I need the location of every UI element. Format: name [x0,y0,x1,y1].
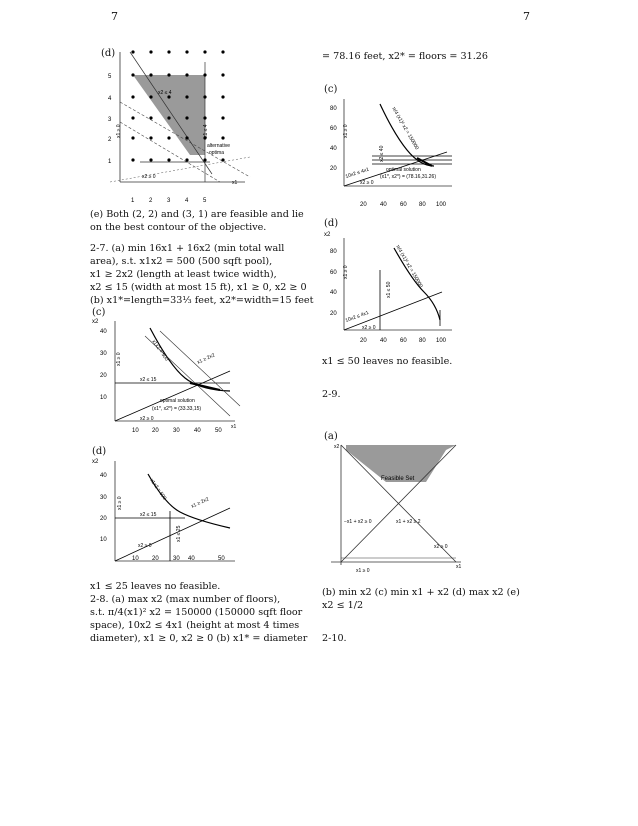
y-tick: 30 [100,495,107,501]
y-tick: 20 [330,311,337,317]
right-fig-d-tower-plot [322,230,462,348]
y-tick: 40 [100,329,107,335]
annotation: x2 ≥ 0 [434,544,448,550]
x-tick: 40 [194,428,201,434]
p29-heading: 2-9. [322,389,341,400]
y-tick: 3 [108,117,112,123]
annotation: x1 ≥ 2x2 [190,496,210,510]
bottom-line-5: diameter), x1 ≥ 0, x2 ≥ 0 (b) x1* = diameter [90,633,308,644]
x-tick: 20 [360,202,367,208]
left-page-number: 7 [111,10,118,23]
p27-line-3: x1 ≥ 2x2 (length at least twice width), [90,269,277,280]
y-tick: 30 [100,351,107,357]
fig-d1-label: (d) [101,48,116,59]
y-tick: 60 [330,270,337,276]
p210-heading: 2-10. [322,633,347,644]
annotation: x1 ≤ 25 [176,525,182,542]
answer-line-2: x2 ≤ 1/2 [322,600,364,611]
contour-line [160,331,240,406]
y-tick: 1 [108,159,112,165]
annotation: x2 ≥ 0 [140,416,154,422]
bottom-line-4: space), 10x2 ≤ 4x1 (height at most 4 times [90,620,300,631]
y-tick: 80 [330,249,337,255]
p27-line-5: (b) x1*=length=33⅓ feet, x2*=width=15 feet [90,295,314,306]
y-axis-label: x2 [324,232,331,238]
y-tick: 4 [108,96,112,102]
y-tick: 10 [100,395,107,401]
annotation: x2 ≥ 0 [138,543,152,549]
x-tick: 40 [380,202,387,208]
annotation: Feasible Set [381,476,415,482]
y-tick: 60 [330,126,337,132]
x-tick: 60 [400,202,407,208]
x-tick: 1 [131,198,135,204]
annotation: π/4 (x1)² x2 = 150000 [394,244,424,289]
annotation: x2 ≥ 0 [362,325,376,331]
annotation: x2 ≤ 40 [379,145,385,162]
annotation: x2 ≤ 15 [140,512,157,518]
y-tick: 40 [330,146,337,152]
bottom-line-1: x1 ≤ 25 leaves no feasible. [90,581,221,592]
p27-line-2: area), s.t. x1x2 = 500 (500 sqft pool), [90,256,273,267]
x-axis-label: x1 [231,424,237,430]
annotation: 10x2 ≤ 4x1 [344,166,370,180]
x1-ge-2x2-line [115,371,230,421]
x-tick: 60 [400,338,407,344]
y-tick: 40 [330,290,337,296]
x-tick: 40 [188,556,195,562]
annotation: x1 ≥ 0 [343,124,349,138]
annotation: x1 + x2 ≥ 2 [396,519,421,525]
annotation: x1x2 = 500 [148,477,168,502]
right-fig-a-plot [326,440,466,576]
annotation: −x1 + x2 ≥ 0 [344,519,372,525]
annotation: x1 ≤ 50 [386,281,392,298]
annotation: x1 ≥ 0 [116,352,122,366]
right-page-number: 7 [523,10,530,23]
right-fig-a-label: (a) [324,431,338,442]
annotation: x1 ≥ 0 [116,124,122,138]
answer-line-1: (b) min x2 (c) min x1 + x2 (d) max x2 (e) [322,587,520,598]
x-tick: 20 [152,556,159,562]
ratio-line [344,292,442,330]
x-tick: 50 [218,556,225,562]
annotation: x1 ≥ 0 [356,568,370,574]
fig-c-label: (c) [92,307,106,318]
fig-d2-label: (d) [92,446,107,457]
x-tick: 2 [149,198,153,204]
y-axis-label: x2 [334,444,340,450]
annotation: x2 ≤ 15 [140,377,157,383]
y-axis-label: x2 [92,459,99,465]
x1-le-50-text: x1 ≤ 50 leaves no feasible. [322,356,453,367]
annotation: x1 ≥ 0 [343,265,349,279]
feasible-region [133,75,205,155]
fig-c-pool-plot [90,316,250,438]
y-tick: 20 [100,516,107,522]
y-tick: 40 [100,473,107,479]
annotation: π/4 (x1)² x2 = 150000 [390,106,420,151]
x-tick: 40 [380,338,387,344]
annotation: optima [209,150,225,156]
y-tick: 20 [330,166,337,172]
e-line-2: on the best contour of the objective. [90,222,267,233]
x-tick: 100 [436,338,447,344]
annotation: 10x2 ≤ 4x1 [344,309,370,324]
x-tick: 80 [419,202,426,208]
x-axis-label: x1 [232,180,238,186]
annotation: (x1*, x2*) = (33.33,15) [152,406,202,412]
annotation: optimal solution [386,167,421,173]
annotation: x2 ≥ 0 [142,174,156,180]
bottom-line-3: s.t. π/4(x1)² x2 = 150000 (150000 sqft floor [90,607,303,618]
p27-line-1: 2-7. (a) min 16x1 + 16x2 (min total wall [90,243,285,254]
x-tick: 3 [167,198,171,204]
annotation: x1 ≤ 4 [203,124,209,138]
fig-d1-lattice-plot [100,42,305,210]
right-fig-c-label: (c) [324,84,338,95]
x1-ge-2x2-line [115,508,230,561]
x-tick: 10 [132,428,139,434]
x-tick: 20 [152,428,159,434]
x-tick: 20 [360,338,367,344]
fig-d2-pool-plot [90,456,250,578]
annotation: x1 ≥ 0 [117,496,123,510]
annotation: x2 ≥ 0 [360,180,374,186]
annotation: x2 ≤ 4 [158,90,172,96]
right-top-text: = 78.16 feet, x2* = floors = 31.26 [322,51,488,62]
annotation: optimal solution [160,398,195,404]
x-tick: 30 [173,556,180,562]
x-tick: 10 [132,556,139,562]
x-tick: 5 [203,198,207,204]
right-fig-c-tower-plot [322,94,462,210]
x-tick: 100 [436,202,447,208]
x-tick: 50 [215,428,222,434]
p27-line-4: x2 ≤ 15 (width at most 15 ft), x1 ≥ 0, x2 ≥ 0 [90,282,307,293]
contour-line [110,157,250,182]
y-tick: 80 [330,106,337,112]
x-axis-label: x1 [456,564,462,570]
y-axis-label: x2 [92,319,99,325]
annotation: (x1*, x2*) = (78.16,31.26) [380,174,437,180]
annotation: alternative [207,143,231,149]
x-tick: 4 [185,198,189,204]
y-tick: 20 [100,373,107,379]
annotation: x1 ≥ 2x2 [196,352,216,366]
x-tick: 30 [173,428,180,434]
e-line-1: (e) Both (2, 2) and (3, 1) are feasible and lie [90,209,304,220]
y-tick: 10 [100,537,107,543]
y-tick: 2 [108,137,112,143]
right-fig-d-label: (d) [324,218,339,229]
x-tick: 80 [419,338,426,344]
annotation: x1x2 = 500 [150,338,170,363]
bottom-line-2: 2-8. (a) max x2 (max number of floors), [90,594,281,605]
hyperbola-curve [148,474,230,528]
y-tick: 5 [108,74,112,80]
